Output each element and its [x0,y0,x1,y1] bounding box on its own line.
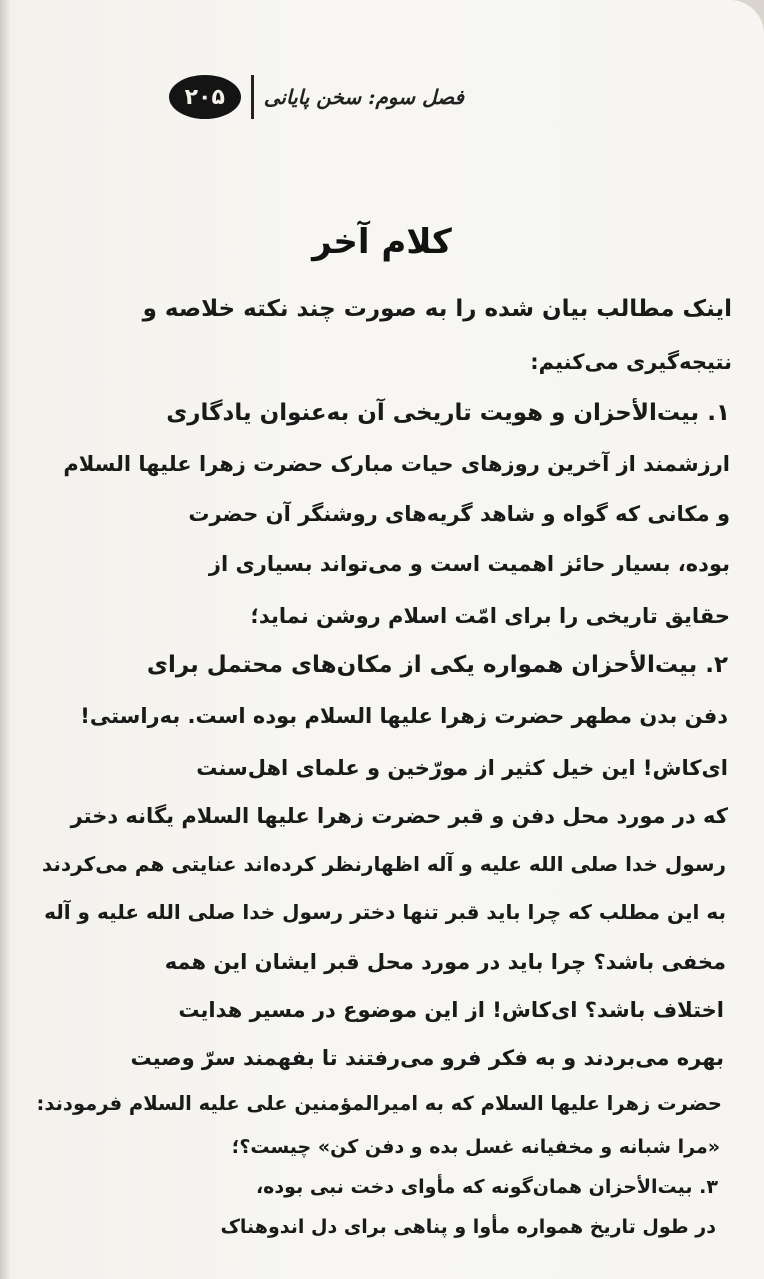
page-spine-shadow [0,0,10,1279]
body-line-11: که در مورد محل دفن و قبر حضرت زهرا علیها السلام یگانه دختر [70,804,728,828]
body-line-1: اینک مطالب بیان شده را به صورت چند نکته خلاصه و [142,296,732,322]
body-line-15: اختلاف باشد؟ ای‌کاش! از این موضوع در مسیر هدایت [178,998,724,1022]
body-line-13: به این مطلب که چرا باید قبر تنها دختر رسول خدا صلی الله علیه و آله [44,900,726,924]
body-line-2: نتیجه‌گیری می‌کنیم: [530,350,732,374]
section-title: کلام آخر [312,222,452,262]
body-line-7: حقایق تاریخی را برای امّت اسلام روشن نماید؛ [250,604,730,628]
page-number-badge: ۲۰۵ [169,75,241,119]
body-line-8: ۲. بیت‌الأحزان همواره یکی از مکان‌های محتمل برای [146,652,728,678]
body-line-10: ای‌کاش! این خیل کثیر از مورّخین و علمای اهل‌سنت [196,756,728,780]
body-line-19: ۳. بیت‌الأحزان همان‌گونه که مأوای دخت نبی بوده، [255,1176,718,1198]
body-line-17: حضرت زهرا علیها السلام که به امیرالمؤمنین علی علیه السلام فرمودند: [36,1092,722,1115]
body-line-6: بوده، بسیار حائز اهمیت است و می‌تواند بسیاری از [208,552,730,576]
body-line-5: و مکانی که گواه و شاهد گریه‌های روشنگر آن حضرت [188,502,730,526]
body-line-18: «مرا شبانه و مخفیانه غسل بده و دفن کن» چیست؟؛ [231,1136,720,1158]
header-divider [251,75,254,119]
body-line-14: مخفی باشد؟ چرا باید در مورد محل قبر ایشان این همه [164,950,726,974]
body-line-4: ارزشمند از آخرین روزهای حیات مبارک حضرت زهرا علیها السلام [63,452,730,476]
body-line-16: بهره می‌بردند و به فکر فرو می‌رفتند تا بفهمند سرّ وصیت [130,1046,724,1070]
body-line-20: در طول تاریخ همواره مأوا و پناهی برای دل اندوهناک [220,1216,716,1238]
body-line-12: رسول خدا صلی الله علیه و آله اظهارنظر کرده‌اند عنایتی هم می‌کردند [41,852,726,876]
running-head: فصل سوم: سخن پایانی [263,85,464,109]
page-header [169,72,464,122]
body-line-9: دفن بدن مطهر حضرت زهرا علیها السلام بوده است. به‌راستی! [80,704,728,728]
body-line-3: ۱. بیت‌الأحزان و هویت تاریخی آن به‌عنوان یادگاری [166,400,730,426]
